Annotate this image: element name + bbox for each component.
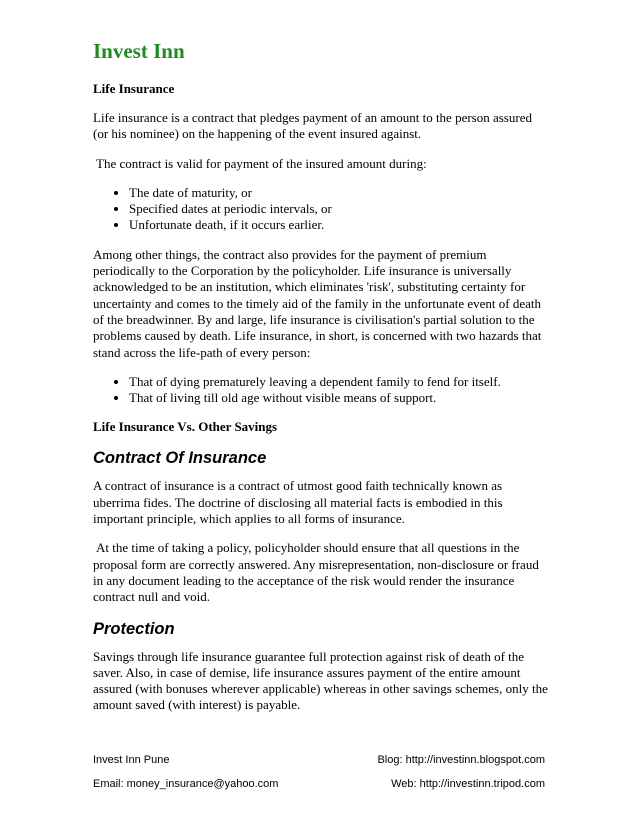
footer-company: Invest Inn Pune [93,754,170,766]
bullet-list [93,374,548,407]
brand-title: Invest Inn [93,39,185,63]
section-heading-protection: Protection [93,619,175,638]
footer-email-link[interactable]: Email: money_insurance@yahoo.com [93,778,279,790]
list-item: • Specified dates at periodic intervals, or [129,201,548,217]
section-heading-life-insurance: Life Insurance [93,81,175,96]
list-item: • Unfortunate death, if it occurs earlier. [129,217,548,233]
paragraph: Among other things, the contract also provides for the payment of premium periodically to the Corporation by the policyholder. Life insurance is universally acknowledged to be an institution, which eliminates 'risk', substituting certainty for uncertainty and comes to the timely aid of the family in the unfortunate event of death of the breadwinner. By and large, life insurance is civilisation's partial solution to the problems caused by death. Life insurance, in short, is concerned with two hazards that stand across the life-path of every person: [93,246,542,360]
list-item: • That of living till old age without visible means of support. [129,390,548,406]
paragraph: Life insurance is a contract that pledges payment of an amount to the person assured (or his nominee) on the happening of the event insured against. [93,110,532,142]
document-body [93,38,548,727]
footer-web-link[interactable]: Web: http://investinn.tripod.com [391,778,545,790]
list-item: • The date of maturity, or [129,185,548,201]
paragraph: At the time of taking a policy, policyholder should ensure that all questions in the proposal form are correctly answered. Any misrepresentation, non-disclosure or fraud in any document leading to the acceptance of the risk would render the insurance contract null and void. [93,540,539,605]
paragraph: A contract of insurance is a contract of utmost good faith technically known as uberrima fides. The doctrine of disclosing all material facts is embodied in this important principle, which applies to all forms of insurance. [93,478,503,527]
footer-row [93,754,545,766]
section-heading-contract: Contract Of Insurance [93,449,267,468]
paragraph: The contract is valid for payment of the insured amount during: [96,155,427,171]
section-heading-savings: Life Insurance Vs. Other Savings [93,419,278,435]
footer-blog-link[interactable]: Blog: http://investinn.blogspot.com [377,754,545,766]
paragraph: Savings through life insurance guarantee full protection against risk of death of the saver. Also, in case of demise, life insurance assures payment of the entire amount assured (with bonuses wherever applicable) whereas in other savings schemes, only the amount saved (with interest) is payable. [93,648,548,713]
list-item: • That of dying prematurely leaving a dependent family to fend for itself. [129,374,548,390]
bullet-list [93,185,548,234]
footer-row [93,778,545,790]
